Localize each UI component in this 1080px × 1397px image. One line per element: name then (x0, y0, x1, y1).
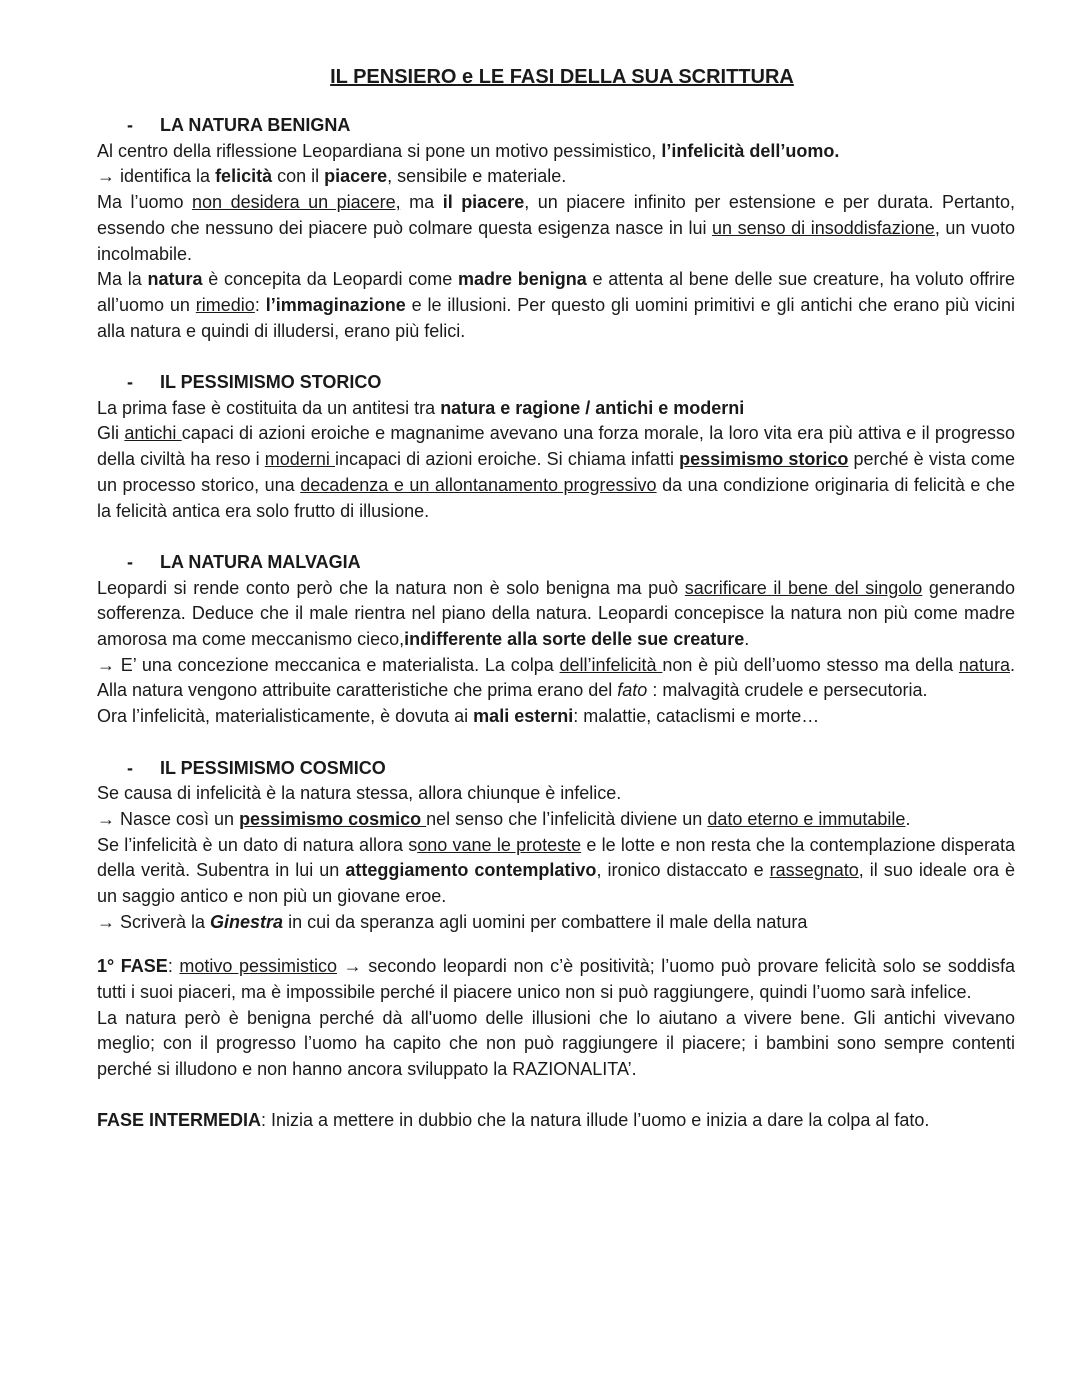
text-run: : malvagità crudele e persecutoria. (647, 680, 928, 701)
bold-text: l’immaginazione (265, 294, 406, 315)
bold-text: 1° FASE (97, 956, 168, 977)
text-run: con il (272, 166, 325, 187)
paragraph (97, 421, 1015, 524)
phases (97, 954, 1015, 1134)
text-run: Gli (97, 423, 125, 444)
text-run: : Inizia a mettere in dubbio che la natura illude l’uomo e inizia a dare la colpa al fato. (261, 1110, 930, 1131)
text-run: La natura però è benigna perché dà all'uomo delle illusioni che lo aiutano a vivere bene. Gli antichi vivevano meglio; con il progresso l’uomo ha capito che non può raggiungere il piacere; i bambini sono sempre contenti perché si illudono e non hanno ancora sviluppato la RAZIONALITA’. (97, 1007, 1015, 1079)
paragraph (97, 833, 1015, 910)
section (97, 756, 1015, 936)
bold-text: Ginestra (210, 911, 284, 932)
bold-text: pessimismo storico (679, 449, 849, 470)
paragraph (97, 139, 1015, 165)
text-run: → identifica la (97, 166, 216, 187)
underlined-text: sacrificare il bene del singolo (684, 577, 923, 598)
text-run: non è più dell’uomo stesso ma della (662, 654, 959, 675)
underlined-text: motivo pessimistico (179, 956, 338, 977)
paragraph (97, 954, 1015, 1005)
text-run: , un piacere infinito per estensione e per durata. Pertanto, essendo che nessuno dei piacere può colmare questa esigenza nasce in lui (97, 192, 1016, 238)
text-run: Leopardi si rende conto però che la natura non è solo benigna ma può (97, 577, 685, 598)
section-heading-text: LA NATURA BENIGNA (160, 115, 351, 135)
paragraph (97, 396, 1015, 422)
text-run: : (254, 294, 266, 315)
bold-text: atteggiamento contemplativo (345, 860, 597, 881)
text-run: Ma l’uomo (97, 192, 193, 213)
bullet-dash: - (127, 551, 133, 572)
bold-text: natura (147, 269, 203, 290)
text-run: , un vuoto incolmabile. (97, 217, 1015, 264)
paragraph (97, 1006, 1015, 1083)
italic-text: fato (617, 680, 648, 701)
text-run: . (744, 629, 750, 650)
text-run: → E’ una concezione meccanica e materialista. La colpa (97, 654, 560, 675)
underlined-text: antichi (124, 423, 182, 444)
text-run: e le lotte e non resta che la contemplazione disperata della verità. Subentra in lui un (97, 834, 1015, 881)
text-run: , sensibile e materiale. (387, 166, 567, 187)
bold-text: madre benigna (458, 269, 587, 290)
bullet-dash: - (127, 757, 133, 778)
paragraph (97, 164, 1015, 190)
underlined-text: moderni (264, 449, 335, 470)
text-run: → Scriverà la (97, 911, 211, 932)
paragraph (97, 267, 1015, 344)
text-run: Se causa di infelicità è la natura stessa, allora chiunque è infelice. (97, 783, 622, 804)
text-run: incapaci di azioni eroiche. Si chiama infatti (334, 449, 680, 470)
text-run: , il suo ideale ora è un saggio antico e non più un giovane eroe. (97, 860, 1016, 907)
text-run: ma (400, 192, 443, 213)
text-run: . (905, 808, 911, 829)
sections (97, 113, 1015, 935)
bullet-dash: - (127, 115, 133, 135)
section-heading (97, 756, 1015, 782)
underlined-text: dell’infelicità (559, 654, 663, 675)
text-run: : malattie, cataclismi e morte… (573, 706, 820, 727)
text-run: , ironico distaccato e (596, 860, 770, 881)
underlined-text: natura (958, 654, 1010, 675)
text-run: → Nasce così un (97, 808, 240, 829)
paragraph (97, 781, 1015, 807)
section (97, 370, 1015, 524)
text-run: perché è vista come un processo storico, una (97, 449, 1016, 495)
underlined-text: decadenza e un allontanamento progressivo (300, 474, 657, 495)
document-title: IL PENSIERO e LE FASI DELLA SUA SCRITTURA (330, 66, 794, 88)
section-heading-text: IL PESSIMISMO STORICO (160, 372, 382, 393)
underlined-text: non desidera un piacere, (192, 192, 401, 213)
text-run: nel senso che l’infelicità diviene un (426, 808, 708, 829)
text-run: . Alla natura vengono attribuite caratteristiche che prima erano del (97, 654, 1015, 701)
section (97, 550, 1015, 730)
text-run: → secondo leopardi non c’è positività; l’uomo può provare felicità solo se soddisfa tutti i suoi piaceri, ma è impossibile perché il piacere unico non si può raggiungere, quindi l’uomo sarà infelice. (97, 956, 1015, 1002)
text-run: Ma la (97, 269, 148, 290)
text-run: è concepita da Leopardi come (202, 269, 459, 290)
text-run: e attenta al bene delle sue creature, ha voluto offrire all’uomo un (97, 269, 1016, 315)
bold-text: FASE INTERMEDIA (97, 1110, 262, 1131)
bold-text: pessimismo cosmico (239, 808, 427, 829)
paragraph (97, 1108, 1015, 1134)
text-run: Al centro della riflessione Leopardiana si pone un motivo pessimistico, (97, 140, 662, 161)
text-run: Se l’infelicità è un dato di natura allora s (97, 834, 418, 855)
bullet-dash: - (127, 372, 133, 393)
section (97, 113, 1015, 344)
underlined-text: ono vane le proteste (417, 834, 582, 855)
text-run: La prima fase è costituita da un antitesi tra (97, 397, 441, 418)
text-run: : (167, 956, 180, 977)
phase-block (97, 954, 1015, 1083)
bold-text: indifferente alla sorte delle sue creature (404, 629, 745, 650)
paragraph (97, 653, 1015, 704)
section-heading-text: LA NATURA MALVAGIA (160, 551, 361, 572)
paragraph (97, 910, 1015, 936)
text-run: in cui da speranza agli uomini per combattere il male della natura (283, 911, 808, 932)
underlined-text: dato eterno e immutabile (707, 808, 906, 829)
underlined-text: rimedio (195, 294, 255, 315)
phase-block (97, 1108, 1015, 1134)
section-heading-text: IL PESSIMISMO COSMICO (160, 757, 386, 778)
bold-text: mali esterni (473, 706, 574, 727)
section-heading (97, 550, 1015, 576)
bold-text: piacere (324, 166, 388, 187)
bold-text: il piacere (442, 192, 525, 213)
underlined-text: un senso di insoddisfazione (712, 217, 935, 238)
bold-text: felicità (215, 166, 273, 187)
text-run: capaci di azioni eroiche e magnanime avevano una forza morale, la loro vita era più attiva e il progresso della civiltà ha reso i (97, 423, 1015, 470)
section-heading (97, 370, 1015, 396)
bold-text: natura e ragione / antichi e moderni (440, 397, 745, 418)
paragraph (97, 704, 1015, 730)
bold-text: l’infelicità dell’uomo. (661, 140, 840, 161)
paragraph (97, 807, 1015, 833)
paragraph (97, 190, 1015, 267)
underlined-text: rassegnato (769, 860, 859, 881)
paragraph (97, 576, 1015, 653)
text-run: e le illusioni. Per questo gli uomini primitivi e gli antichi che erano più vicini alla natura e quindi di illudersi, erano più felici. (97, 294, 1015, 341)
text-run: generando sofferenza. Deduce che il male rientra nel piano della natura. Leopardi concepisce la natura non più come madre amorosa ma come meccanismo cieco, (97, 577, 1015, 650)
section-heading (97, 113, 1015, 139)
text-run: da una condizione originaria di felicità e che la felicità antica era solo frutto di illusione. (97, 474, 1015, 521)
text-run: Ora l’infelicità, materialisticamente, è dovuta ai (97, 706, 474, 727)
